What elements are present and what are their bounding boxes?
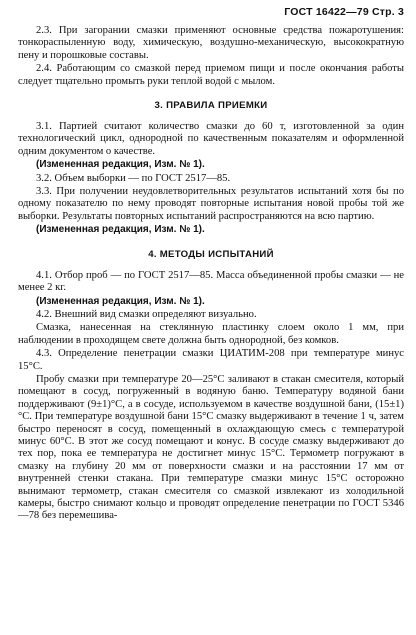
paragraph-2-3: 2.3. При загорании смазки применяют основные средства пожаротушения: тонкораспыленную воду, химическую, воздушно-механическую, высокократную пену и порошковые составы. <box>18 25 404 61</box>
amendment-note-3-3: (Измененная редакция, Изм. № 1). <box>36 224 205 236</box>
paragraph-3-3: 3.3. При получении неудовлетворительных результатов испытаний хотя бы по одному показателю по нему проводят повторные испытания новой пробы той же выборки. Результаты повторных испытаний распространяются на всю партию. <box>18 186 404 222</box>
paragraph-3-1: 3.1. Партией считают количество смазки до 60 т, изготовленной за один технологический цикл, однородной по качественным показателям и оформленной одним документом о качестве. <box>18 121 404 157</box>
paragraph-2-4: 2.4. Работающим со смазкой перед приемом пищи и после окончания работы следует тщательно промыть руки теплой водой с мылом. <box>18 63 404 87</box>
page-header: ГОСТ 16422—79 Стр. 3 <box>284 6 404 18</box>
section-3-title: 3. ПРАВИЛА ПРИЕМКИ <box>154 100 268 112</box>
paragraph-4-3-procedure: Пробу смазки при температуре 20—25°С заливают в стакан смесителя, который помещают в сосуд, погруженный в водяную баню. Температуру водяной бани поддерживают (9±1)°С, а в сосуде, используемом в качестве воздушной бани, (15±1)°С. При температуре воздушной бани 15°С смазку выдерживают в течение 1 ч, затем быстро переносят в сосуд, помещенный в охлаждающую смесь с температурой минус 60°С. В этот же сосуд помещают и конус. В сосуде смазку выдерживают до тех пор, пока ее температура не достигнет минус 15°С. Термометр погружают в смазку на глубину 20 мм от поверхности смазки и на расстоянии 17 мм от внутренней стенки стакана. При температуре смазки минус 15°С осторожно вынимают термометр, стакан смесителя со смазкой извлекают из холодильной камеры, быстро снимают кольцо и проводят определение пенетрации по ГОСТ 5346—78 без перемешива- <box>18 373 404 522</box>
paragraph-4-1: 4.1. Отбор проб — по ГОСТ 2517—85. Масса объединенной пробы смазки — не менее 2 кг. <box>18 269 404 294</box>
paragraph-4-2-detail: Смазка, нанесенная на стеклянную пластинку слоем около 1 мм, при наблюдении в проходящем свете должна быть однородной, без комков. <box>18 322 404 346</box>
section-4-title: 4. МЕТОДЫ ИСПЫТАНИЙ <box>148 248 274 260</box>
paragraph-4-3: 4.3. Определение пенетрации смазки ЦИАТИМ-208 при температуре минус 15°С. <box>18 348 404 372</box>
paragraph-3-2: 3.2. Объем выборки — по ГОСТ 2517—85. <box>36 172 231 184</box>
amendment-note-4-1: (Измененная редакция, Изм. № 1). <box>36 295 205 307</box>
amendment-note-3-1: (Измененная редакция, Изм. № 1). <box>36 159 205 171</box>
paragraph-4-2: 4.2. Внешний вид смазки определяют визуально. <box>36 308 257 320</box>
